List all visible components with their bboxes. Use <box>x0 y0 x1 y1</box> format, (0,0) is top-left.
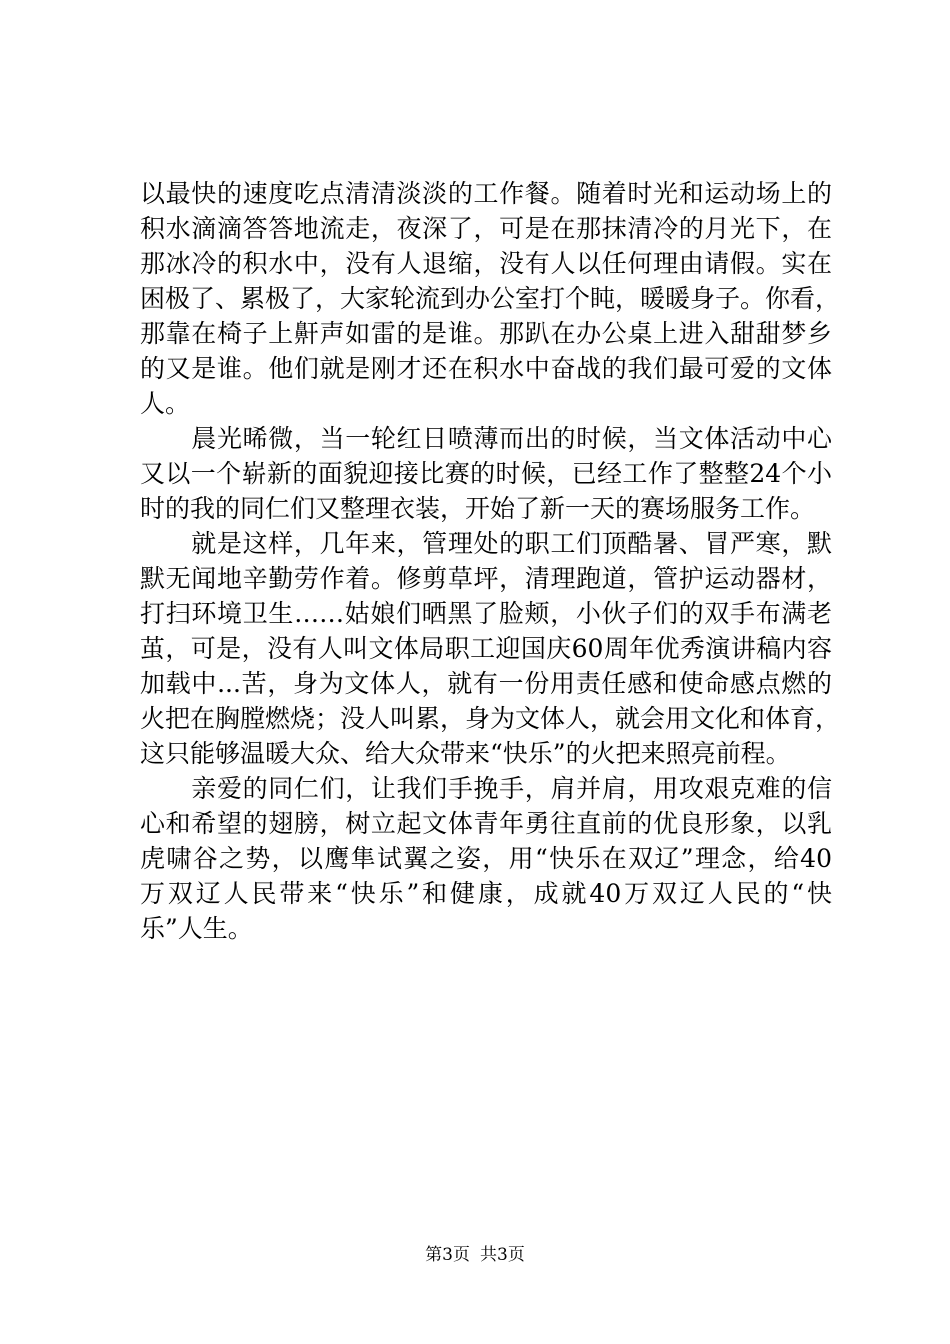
text-line: 默无闻地辛勤劳作着。修剪草坪，清理跑道，管护运动器材， <box>140 564 832 593</box>
page-number: 第3页 <box>425 1245 470 1265</box>
text-line: 茧，可是，没有人叫文体局职工迎国庆60周年优秀演讲稿内容 <box>140 634 832 663</box>
text-line: 困极了、累极了，大家轮流到办公室打个盹，暖暖身子。你看， <box>140 284 841 313</box>
document-body <box>140 176 841 946</box>
text-line: 火把在胸膛燃烧；没人叫累，身为文体人，就会用文化和体育， <box>140 704 841 733</box>
text-line: 时的我的同仁们又整理衣装，开始了新一天的赛场服务工作。 <box>140 494 816 523</box>
text-line: 那冰冷的积水中，没有人退缩，没有人以任何理由请假。实在 <box>140 249 832 278</box>
text-line: 心和希望的翅膀，树立起文体青年勇往直前的优良形象，以乳 <box>140 809 832 838</box>
text-line: 万双辽人民带来“快乐”和健康，成就40万双辽人民的“快 <box>140 879 832 908</box>
text-line: 人。 <box>140 389 191 418</box>
text-line: 打扫环境卫生……姑娘们晒黑了脸颊，小伙子们的双手布满老 <box>140 599 832 628</box>
page-footer <box>0 1243 950 1267</box>
text-line: 的又是谁。他们就是刚才还在积水中奋战的我们最可爱的文体 <box>140 354 832 383</box>
text-line: 这只能够温暖大众、给大众带来“快乐”的火把来照亮前程。 <box>140 739 791 768</box>
text-line: 乐”人生。 <box>140 914 253 943</box>
text-line: 虎啸谷之势，以鹰隼试翼之姿，用“快乐在双辽”理念，给40 <box>140 844 832 873</box>
text-line: 以最快的速度吃点清清淡淡的工作餐。随着时光和运动场上的 <box>140 179 832 208</box>
text-line: 晨光晞微，当一轮红日喷薄而出的时候，当文体活动中心 <box>140 424 832 453</box>
text-line: 那靠在椅子上鼾声如雷的是谁。那趴在办公桌上进入甜甜梦乡 <box>140 319 832 348</box>
page-total: 共3页 <box>480 1245 525 1265</box>
text-line: 又以一个崭新的面貌迎接比赛的时候，已经工作了整整24个小 <box>140 459 832 488</box>
text-line: 就是这样，几年来，管理处的职工们顶酷暑、冒严寒，默 <box>140 529 832 558</box>
text-line: 加载中...苦，身为文体人，就有一份用责任感和使命感点燃的 <box>140 669 832 698</box>
text-line: 亲爱的同仁们，让我们手挽手，肩并肩，用攻艰克难的信 <box>140 774 832 803</box>
text-line: 积水滴滴答答地流走，夜深了，可是在那抹清冷的月光下，在 <box>140 214 832 243</box>
